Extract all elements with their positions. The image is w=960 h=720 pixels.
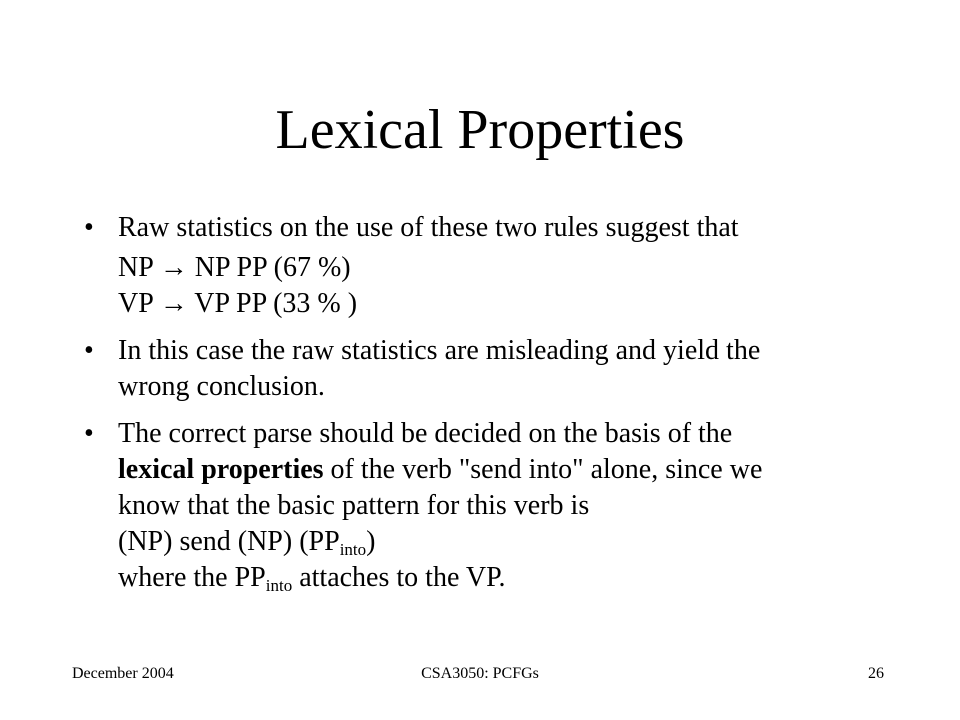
footer-course: CSA3050: PCFGs [421, 665, 539, 682]
bullet-text-line [118, 452, 884, 488]
subscript-into: into [339, 540, 367, 559]
attach-text: where the PP [118, 562, 266, 593]
slide-title: Lexical Properties [275, 99, 685, 161]
bullet-text-line [118, 560, 884, 596]
footer-page-number: 26 [868, 665, 884, 682]
bullet-text-line: wrong conclusion. [118, 371, 325, 402]
bullet-text-line: In this case the raw statistics are misleading and yield the [118, 335, 761, 366]
pattern-text-end: ) [366, 526, 376, 557]
bullet-text-line: The correct parse should be decided on the basis of the [118, 418, 733, 449]
bullet-text-fragment: of the verb "send into" alone, since we [323, 454, 763, 485]
bullet-item [84, 416, 884, 596]
slide-content [84, 210, 884, 607]
rule-vp: VP → VP PP (33 % ) [118, 288, 358, 319]
verb-pattern [118, 524, 884, 560]
rule-np: NP → NP PP (67 %) [118, 252, 351, 283]
emphasis-lexical-properties: lexical properties [118, 454, 324, 485]
bullet-mark: • [84, 335, 94, 366]
subscript-into: into [265, 576, 293, 595]
bullet-mark: • [84, 212, 94, 243]
bullet-item [84, 333, 884, 405]
bullet-item [84, 210, 884, 322]
bullet-text-line: know that the basic pattern for this verb is [118, 490, 590, 521]
attach-text-end: attaches to the VP. [292, 562, 506, 593]
footer-date: December 2004 [72, 665, 174, 682]
bullet-text: Raw statistics on the use of these two rules suggest that [118, 212, 739, 243]
bullet-mark: • [84, 418, 94, 449]
pattern-text: (NP) send (NP) (PP [118, 526, 340, 557]
